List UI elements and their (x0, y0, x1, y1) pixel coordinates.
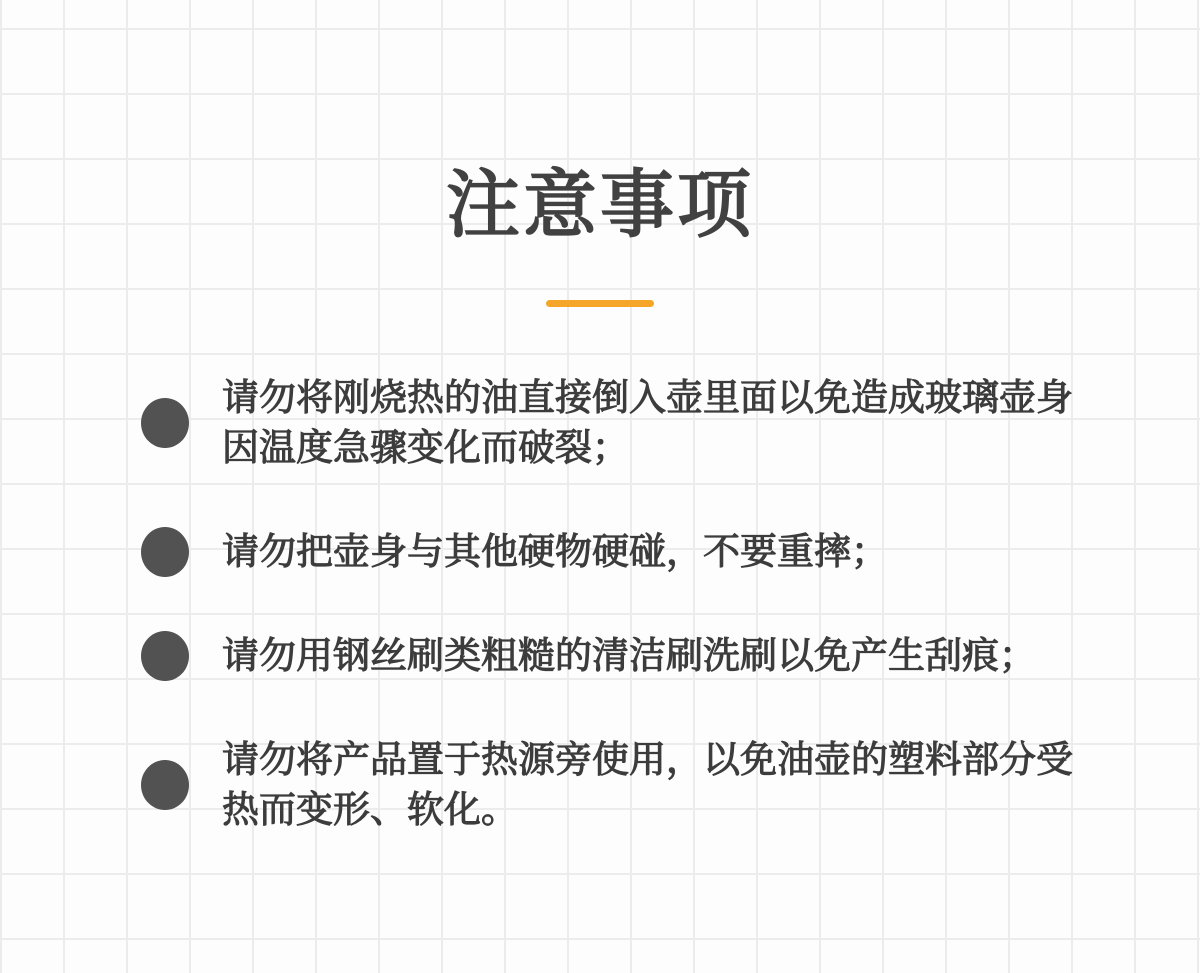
precautions-list (0, 373, 1200, 835)
precaution-text: 请勿将产品置于热源旁使用，以免油壶的塑料部分受热而变形、软化。 (222, 739, 1073, 830)
bullet-dot-icon (141, 760, 189, 810)
precaution-text: 请勿把壶身与其他硬物硬碰，不要重摔； (222, 531, 888, 572)
section-title: 注意事项 (446, 163, 754, 246)
bullet-dot-icon (141, 631, 189, 681)
bullet-dot-icon (141, 398, 189, 448)
precaution-item (141, 527, 1200, 577)
precaution-item (141, 735, 1200, 835)
precaution-text: 请勿将刚烧热的油直接倒入壶里面以免造成玻璃壶身因温度急骤变化而破裂； (222, 377, 1073, 468)
bullet-dot-icon (141, 527, 189, 577)
precaution-item (141, 631, 1200, 681)
precaution-item (141, 373, 1200, 473)
precaution-text: 请勿用钢丝刷类粗糙的清洁刷洗刷以免产生刮痕； (222, 635, 1036, 676)
title-underline-divider (546, 300, 654, 307)
